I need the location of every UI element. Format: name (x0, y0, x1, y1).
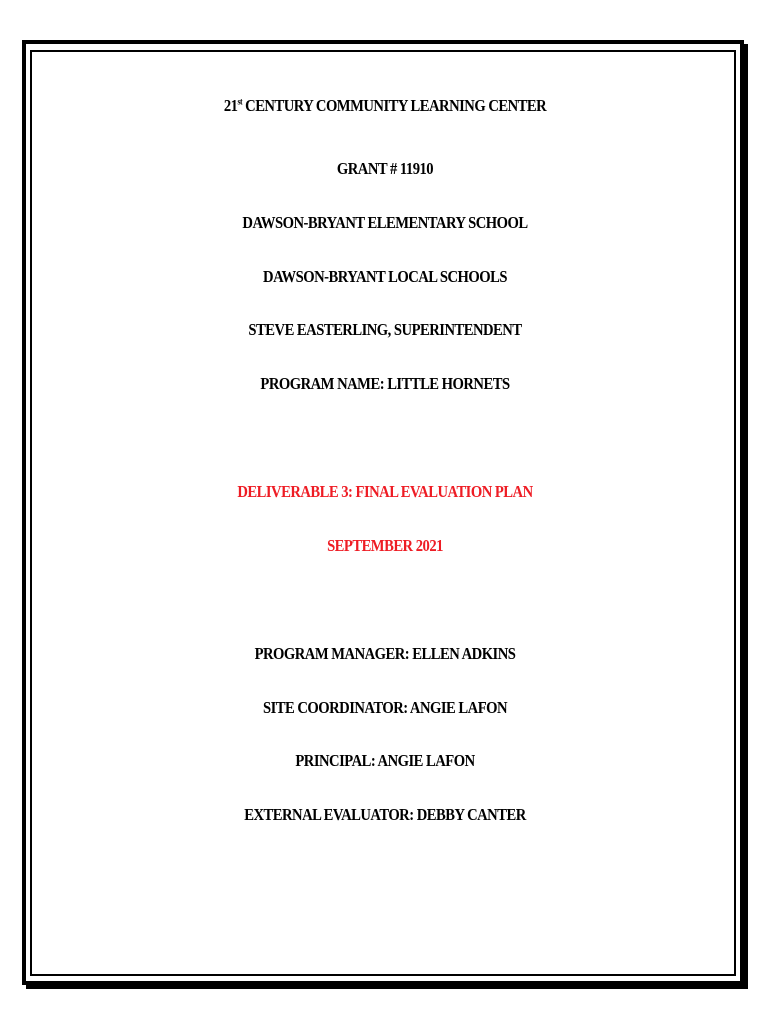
principal: PRINCIPAL: ANGIE LAFON (295, 751, 475, 770)
program-manager: PROGRAM MANAGER: ELLEN ADKINS (254, 644, 516, 663)
superintendent: STEVE EASTERLING, SUPERINTENDENT (248, 320, 522, 339)
title-rest: CENTURY COMMUNITY LEARNING CENTER (242, 96, 547, 115)
title-superscript: st (237, 96, 243, 107)
site-coordinator: SITE COORDINATOR: ANGIE LAFON (262, 698, 508, 717)
school-name: DAWSON-BRYANT ELEMENTARY SCHOOL (242, 213, 528, 232)
program-title (54, 96, 716, 116)
title-prefix: 21 (223, 96, 238, 115)
district-name: DAWSON-BRYANT LOCAL SCHOOLS (263, 267, 507, 286)
grant-number: GRANT # 11910 (336, 159, 434, 178)
page-border-inner (30, 50, 736, 976)
deliverable-title: DELIVERABLE 3: FINAL EVALUATION PLAN (237, 482, 533, 501)
report-date: SEPTEMBER 2021 (327, 536, 443, 555)
external-evaluator: EXTERNAL EVALUATOR: DEBBY CANTER (244, 805, 526, 824)
program-name: PROGRAM NAME: LITTLE HORNETS (260, 374, 510, 393)
